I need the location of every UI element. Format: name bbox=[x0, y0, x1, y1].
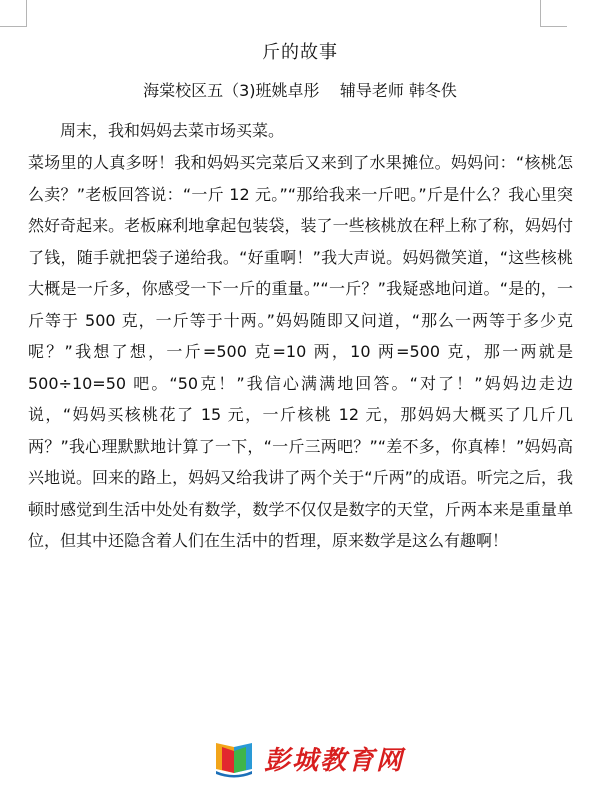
watermark-text: 彭城教育网 bbox=[264, 745, 405, 776]
document-byline: 海棠校区五（3)班姚卓彤 辅导老师 韩冬佚 bbox=[143, 81, 457, 100]
document-title: 斤的故事 bbox=[262, 42, 338, 63]
book-logo-icon bbox=[212, 737, 256, 779]
paragraph-intro: 周末，我和妈妈去菜市场买菜。 bbox=[60, 121, 285, 140]
page-corner-mark-right bbox=[540, 0, 567, 27]
paragraph-body: 菜场里的人真多呀！我和妈妈买完菜后又来到了水果摊位。妈妈问：“核桃怎么卖？”老板回答说：“一斤 12 元。”“那给我来一斤吧。”斤是什么？我心里突然好奇起来。老板麻利地拿起包装袋，装了一些核桃放在秤上称了称，妈妈付了钱，随手就把袋子递给我。“好重啊！”我大声说。妈妈微笑道，“这些核桃大概是一斤多，你感受一下一斤的重量。”“一斤？”我疑惑地问道。“是的，一斤等于 500 克，一斤等于十两。”妈妈随即又问道，“那么一两等于多少克呢？”我想了想，一斤=500 克=10 两，10 两=500 克，那一两就是 500÷10=50 吧。“50克！”我信心满满地回答。“对了！”妈妈边走边说，“妈妈买核桃花了 15 元，一斤核桃 12 元，那妈妈大概买了几斤几两？”我心理默默地计算了一下，“一斤三两吧？”“差不多，你真棒！”妈妈高兴地说。回来的路上，妈妈又给我讲了两个关于“斤两”的成语。听完之后，我顿时感觉到生活中处处有数学，数学不仅仅是数字的天堂，斤两本来是重量单位，但其中还隐含着人们在生活中的哲理，原来数学是这么有趣啊！ bbox=[28, 153, 573, 550]
watermark-logo bbox=[212, 736, 404, 780]
page-corner-mark-left bbox=[0, 0, 27, 27]
